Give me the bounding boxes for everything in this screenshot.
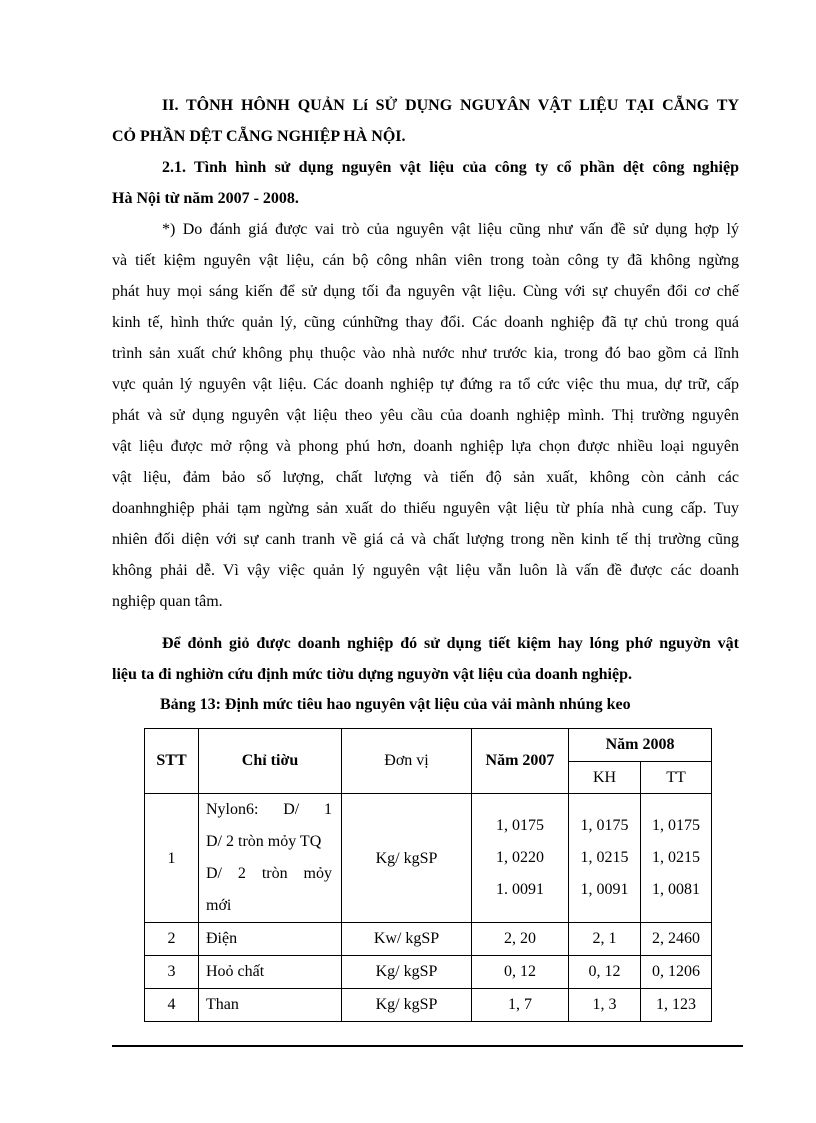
cell-nam-2007: 0, 12 <box>472 956 569 989</box>
cell-stt: 1 <box>145 794 199 923</box>
header-nam-2007: Năm 2007 <box>472 729 569 794</box>
cell-chi-tieu: Điện <box>199 923 342 956</box>
subheading <box>112 152 739 214</box>
cell-don-vi: Kg/ kgSP <box>342 956 472 989</box>
consumption-norm-table <box>144 728 712 1022</box>
value: 1, 0220 <box>496 849 544 866</box>
cell-don-vi: Kg/ kgSP <box>342 794 472 923</box>
value: 1, 0175 <box>652 817 700 834</box>
cell-kh: 0, 12 <box>569 956 641 989</box>
cell-tt: 2, 2460 <box>641 923 712 956</box>
section-heading <box>112 90 739 152</box>
bold-paragraph-line-2: liệu ta đi nghiờn cứu định mức tiờu dựng nguyờn vật liệu của doanh nghiệp. <box>112 666 632 683</box>
body-paragraph <box>112 214 739 617</box>
table-row <box>145 989 712 1022</box>
header-don-vi: Đơn vị <box>342 729 472 794</box>
table-row <box>145 794 712 923</box>
table-caption: Bảng 13: Định mức tiêu hao nguyên vật liệu của vải mành nhúng keo <box>160 696 631 713</box>
body-line-11: nhiên đối diện với sự canh tranh về giá cả và chất lượng trong nền kinh tế thị trường cũng <box>112 531 739 548</box>
table-row <box>145 923 712 956</box>
item-d2-new-cont: mới <box>206 897 232 914</box>
value: 1. 0091 <box>496 881 544 898</box>
cell-kh: 2, 1 <box>569 923 641 956</box>
cell-kh <box>569 794 641 923</box>
header-nam-2008: Năm 2008 <box>569 729 712 762</box>
cell-stt: 4 <box>145 989 199 1022</box>
body-line-3: phát huy mọi sáng kiến để sử dụng tối đa nguyên vật liệu. Cùng với sự chuyển đổi cơ chế <box>112 283 739 300</box>
item-d2-tq: D/ 2 tròn mỏy TQ <box>206 833 322 850</box>
cell-nam-2007: 1, 7 <box>472 989 569 1022</box>
table-header-row <box>145 729 712 762</box>
cell-tt: 1, 123 <box>641 989 712 1022</box>
body-line-8: vật liệu được mở rộng và phong phú hơn, doanh nghiệp lựa chọn được nhiều loại nguyên <box>112 438 739 455</box>
cell-chi-tieu <box>199 794 342 923</box>
header-kh: KH <box>569 762 641 794</box>
table-row <box>145 956 712 989</box>
bold-paragraph <box>112 628 739 690</box>
value: 1, 0215 <box>652 849 700 866</box>
body-line-1: *) Do đánh giá được vai trò của nguyên vật liệu cũng như vấn đề sử dụng hợp lý <box>162 221 739 238</box>
section-heading-line-1: II. TÔNH HÔNH QUẢN Lí SỬ DỤNG NGUYÂN VẬT LIỆU TẠI CẴNG TY <box>162 97 739 114</box>
cell-don-vi: Kw/ kgSP <box>342 923 472 956</box>
body-line-13: nghiệp quan tâm. <box>112 593 223 610</box>
cell-chi-tieu: Hoỏ chất <box>199 956 342 989</box>
header-tt: TT <box>641 762 712 794</box>
body-line-2: và tiết kiệm nguyên vật liệu, cán bộ công nhân viên trong toàn công ty đã không ngừng <box>112 252 739 269</box>
body-line-10: doanhnghiệp phải tạm ngừng sản xuất do thiếu nguyên vật liệu từ phía nhà cung cấp. Tuy <box>112 500 739 517</box>
bold-paragraph-line-1: Để đỏnh giỏ được doanh nghiệp đó sử dụng tiết kiệm hay lóng phớ nguyờn vật <box>162 635 739 652</box>
body-line-12: không phải dễ. Vì vậy việc quản lý nguyên vật liệu vẫn luôn là vấn đề được các doanh <box>112 562 739 579</box>
item-nylon6-d1: Nylon6: D/ 1 <box>206 801 332 818</box>
subheading-line-2: Hà Nội từ năm 2007 - 2008. <box>112 190 299 207</box>
footer-rule <box>112 1045 743 1047</box>
value: 1, 0175 <box>580 817 629 834</box>
cell-stt: 3 <box>145 956 199 989</box>
cell-nam-2007 <box>472 794 569 923</box>
cell-kh: 1, 3 <box>569 989 641 1022</box>
cell-tt: 0, 1206 <box>641 956 712 989</box>
cell-don-vi: Kg/ kgSP <box>342 989 472 1022</box>
cell-chi-tieu: Than <box>199 989 342 1022</box>
cell-nam-2007: 2, 20 <box>472 923 569 956</box>
header-chi-tieu: Chỉ tiờu <box>199 729 342 794</box>
section-heading-line-2: CỎ PHẦN DỆT CẴNG NGHIỆP HÀ NỘI. <box>112 128 406 145</box>
body-line-5: trình sản xuất chứ không phụ thuộc vào nhà nước như trước kia, trong đó bao gồm cả lĩnh <box>112 345 739 362</box>
value: 1, 0175 <box>496 817 544 834</box>
body-line-9: vật liệu, đảm bảo số lượng, chất lượng và tiến độ sản xuất, không còn cảnh các <box>112 469 739 486</box>
value: 1, 0215 <box>580 849 629 866</box>
subheading-line-1: 2.1. Tình hình sử dụng nguyên vật liệu của công ty cổ phần dệt công nghiệp <box>162 159 739 176</box>
item-d2-new: D/ 2 tròn mỏy <box>206 865 332 882</box>
header-stt: STT <box>145 729 199 794</box>
cell-stt: 2 <box>145 923 199 956</box>
body-line-4: kinh tế, hình thức quản lý, cũng cúnhững thay đổi. Các doanh nghiệp đã tự chủ trong quá <box>112 314 739 331</box>
body-line-7: phát và sử dụng nguyên vật liệu theo yêu cầu của doanh nghiệp mình. Thị trường nguyên <box>112 407 739 424</box>
value: 1, 0091 <box>580 881 629 898</box>
value: 1, 0081 <box>652 881 700 898</box>
cell-tt <box>641 794 712 923</box>
body-line-6: vực quản lý nguyên vật liệu. Các doanh nghiệp tự đứng ra tổ cức việc thu mua, dự trữ, cấp <box>112 376 739 393</box>
